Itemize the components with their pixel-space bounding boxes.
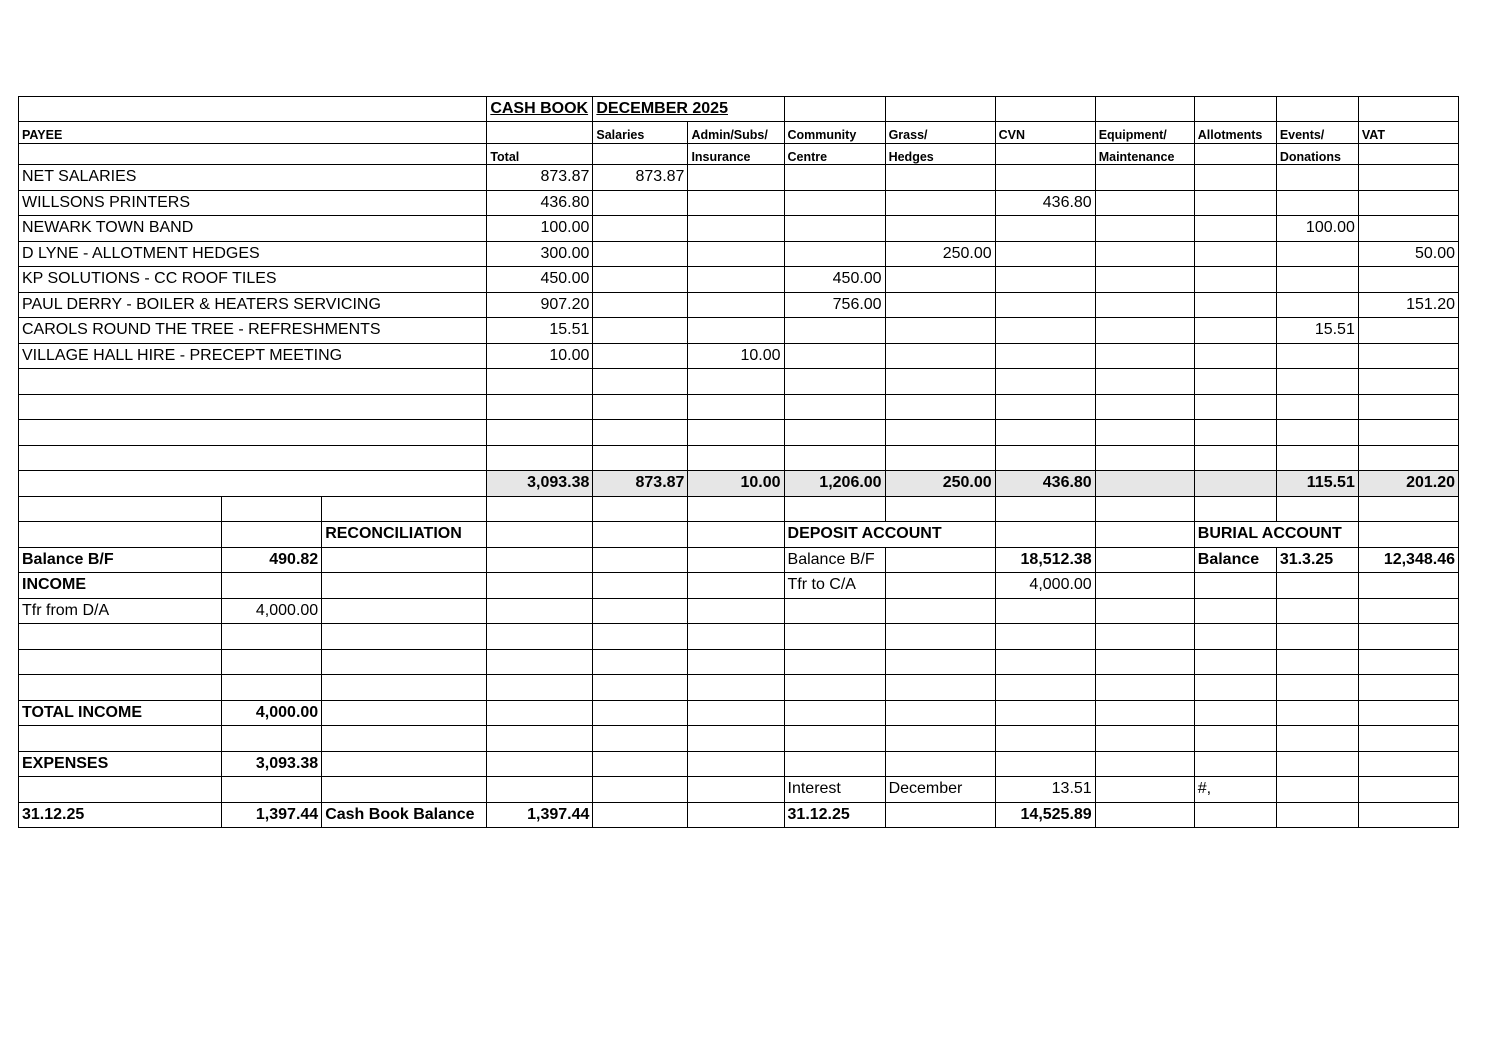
payment-events (1276, 241, 1358, 267)
expenses-value: 3,093.38 (222, 751, 322, 777)
payment-vat (1358, 216, 1458, 242)
payment-equipment (1095, 318, 1194, 344)
payment-total: 907.20 (487, 292, 593, 318)
payment-grass: 250.00 (885, 241, 995, 267)
payee-header: PAYEE (19, 122, 487, 144)
expenses-label: EXPENSES (19, 751, 222, 777)
totals-grass: 250.00 (885, 471, 995, 497)
payment-community (784, 216, 885, 242)
payment-community (784, 190, 885, 216)
burial-balance-value: 12,348.46 (1358, 547, 1458, 573)
events-header-2: Donations (1276, 143, 1358, 165)
events-header: Events/ (1276, 122, 1358, 144)
deposit-balance-bf-value: 18,512.38 (995, 547, 1095, 573)
community-header-2: Centre (784, 143, 885, 165)
period-title: DECEMBER 2025 (593, 97, 784, 122)
deposit-account-heading: DEPOSIT ACCOUNT (784, 522, 995, 548)
deposit-balance-bf-label: Balance B/F (784, 547, 885, 573)
payment-cvn (995, 241, 1095, 267)
payment-row (19, 292, 1459, 318)
payment-total: 100.00 (487, 216, 593, 242)
payment-allotments (1194, 318, 1276, 344)
expenses-row (19, 751, 1459, 777)
payment-events (1276, 190, 1358, 216)
payment-admin (688, 318, 784, 344)
payment-vat: 50.00 (1358, 241, 1458, 267)
payment-salaries (593, 190, 688, 216)
empty-row (19, 726, 1459, 752)
allotments-header: Allotments (1194, 122, 1276, 144)
payment-cvn (995, 267, 1095, 293)
payment-allotments (1194, 343, 1276, 369)
payment-row (19, 165, 1459, 191)
tfr-row (19, 598, 1459, 624)
total-income-value: 4,000.00 (222, 700, 322, 726)
payment-grass (885, 267, 995, 293)
rec-balance-bf-value: 490.82 (222, 547, 322, 573)
payment-vat (1358, 165, 1458, 191)
total-income-label: TOTAL INCOME (19, 700, 222, 726)
payment-vat (1358, 318, 1458, 344)
income-label: INCOME (19, 573, 222, 599)
rec-tfr-label: Tfr from D/A (19, 598, 222, 624)
payment-row (19, 241, 1459, 267)
payment-vat (1358, 267, 1458, 293)
payment-cvn (995, 343, 1095, 369)
empty-row (19, 624, 1459, 650)
payment-grass (885, 318, 995, 344)
payment-admin (688, 216, 784, 242)
payment-total: 436.80 (487, 190, 593, 216)
payment-allotments (1194, 241, 1276, 267)
totals-equipment (1095, 471, 1194, 497)
rec-closing-date: 31.12.25 (19, 802, 222, 828)
payment-vat: 151.20 (1358, 292, 1458, 318)
payment-admin (688, 190, 784, 216)
payment-admin (688, 241, 784, 267)
payment-row (19, 343, 1459, 369)
income-row (19, 573, 1459, 599)
totals-events: 115.51 (1276, 471, 1358, 497)
burial-balance-date: 31.3.25 (1276, 547, 1358, 573)
payment-allotments (1194, 216, 1276, 242)
total-header: Total (487, 143, 593, 165)
admin-header-2: Insurance (688, 143, 784, 165)
burial-balance-label: Balance (1194, 547, 1276, 573)
payment-equipment (1095, 292, 1194, 318)
payment-admin: 10.00 (688, 343, 784, 369)
payment-payee: D LYNE - ALLOTMENT HEDGES (19, 241, 487, 267)
payment-total: 873.87 (487, 165, 593, 191)
balance-bf-row (19, 547, 1459, 573)
empty-row (19, 420, 1459, 446)
payment-payee: KP SOLUTIONS - CC ROOF TILES (19, 267, 487, 293)
interest-value: 13.51 (995, 777, 1095, 803)
payment-payee: PAUL DERRY - BOILER & HEATERS SERVICING (19, 292, 487, 318)
deposit-closing-value: 14,525.89 (995, 802, 1095, 828)
rec-closing-value: 1,397.44 (222, 802, 322, 828)
rec-tfr-value: 4,000.00 (222, 598, 322, 624)
cash-book-table (18, 96, 1459, 828)
header-row-1 (19, 122, 1459, 144)
payment-salaries (593, 267, 688, 293)
payment-salaries: 873.87 (593, 165, 688, 191)
payment-equipment (1095, 165, 1194, 191)
payment-vat (1358, 343, 1458, 369)
totals-allotments (1194, 471, 1276, 497)
payment-events (1276, 292, 1358, 318)
payment-payee: WILLSONS PRINTERS (19, 190, 487, 216)
payment-community (784, 241, 885, 267)
payment-allotments (1194, 165, 1276, 191)
section-headings-row (19, 522, 1459, 548)
payment-equipment (1095, 216, 1194, 242)
empty-row (19, 394, 1459, 420)
total-income-row (19, 700, 1459, 726)
cash-book-balance-label: Cash Book Balance (322, 802, 487, 828)
grass-header: Grass/ (885, 122, 995, 144)
salaries-header: Salaries (593, 122, 688, 144)
reconciliation-heading: RECONCILIATION (322, 522, 487, 548)
closing-row (19, 802, 1459, 828)
payment-cvn: 436.80 (995, 190, 1095, 216)
payment-grass (885, 216, 995, 242)
deposit-closing-date: 31.12.25 (784, 802, 885, 828)
payment-equipment (1095, 343, 1194, 369)
interest-label: Interest (784, 777, 885, 803)
payment-equipment (1095, 267, 1194, 293)
totals-row (19, 471, 1459, 497)
payment-admin (688, 165, 784, 191)
totals-salaries: 873.87 (593, 471, 688, 497)
payment-grass (885, 292, 995, 318)
payment-cvn (995, 318, 1095, 344)
burial-account-heading: BURIAL ACCOUNT (1194, 522, 1358, 548)
payment-events: 100.00 (1276, 216, 1358, 242)
totals-vat: 201.20 (1358, 471, 1458, 497)
payment-row (19, 190, 1459, 216)
payment-total: 450.00 (487, 267, 593, 293)
empty-row (19, 675, 1459, 701)
empty-row (19, 369, 1459, 395)
deposit-tfr-value: 4,000.00 (995, 573, 1095, 599)
empty-row (19, 649, 1459, 675)
payment-total: 10.00 (487, 343, 593, 369)
totals-admin: 10.00 (688, 471, 784, 497)
payment-row (19, 318, 1459, 344)
equipment-header-2: Maintenance (1095, 143, 1194, 165)
interest-row (19, 777, 1459, 803)
payment-salaries (593, 343, 688, 369)
payment-events: 15.51 (1276, 318, 1358, 344)
payment-allotments (1194, 267, 1276, 293)
payment-payee: CAROLS ROUND THE TREE - REFRESHMENTS (19, 318, 487, 344)
payment-row (19, 216, 1459, 242)
payment-events (1276, 165, 1358, 191)
payment-admin (688, 292, 784, 318)
payment-total: 15.51 (487, 318, 593, 344)
totals-cvn: 436.80 (995, 471, 1095, 497)
spacer-row (19, 496, 1459, 522)
grass-header-2: Hedges (885, 143, 995, 165)
totals-community: 1,206.00 (784, 471, 885, 497)
payment-admin (688, 267, 784, 293)
empty-row (19, 445, 1459, 471)
payment-cvn (995, 292, 1095, 318)
payment-vat (1358, 190, 1458, 216)
totals-total: 3,093.38 (487, 471, 593, 497)
admin-header: Admin/Subs/ (688, 122, 784, 144)
payment-cvn (995, 165, 1095, 191)
rec-balance-bf-label: Balance B/F (19, 547, 222, 573)
payment-total: 300.00 (487, 241, 593, 267)
title-row (19, 97, 1459, 122)
payment-row (19, 267, 1459, 293)
payment-equipment (1095, 241, 1194, 267)
payment-community (784, 165, 885, 191)
payment-events (1276, 343, 1358, 369)
payment-allotments (1194, 190, 1276, 216)
payment-community (784, 318, 885, 344)
payment-payee: NEWARK TOWN BAND (19, 216, 487, 242)
payment-grass (885, 343, 995, 369)
payment-equipment (1095, 190, 1194, 216)
burial-error-cell: #, (1194, 777, 1276, 803)
payment-allotments (1194, 292, 1276, 318)
cvn-header: CVN (995, 122, 1095, 144)
payment-payee: VILLAGE HALL HIRE - PRECEPT MEETING (19, 343, 487, 369)
payment-grass (885, 165, 995, 191)
payment-community: 450.00 (784, 267, 885, 293)
interest-month: December (885, 777, 995, 803)
community-header: Community (784, 122, 885, 144)
payment-grass (885, 190, 995, 216)
payment-salaries (593, 318, 688, 344)
cash-book-title: CASH BOOK (487, 97, 593, 122)
payment-salaries (593, 241, 688, 267)
payment-salaries (593, 216, 688, 242)
vat-header: VAT (1358, 122, 1458, 144)
payment-cvn (995, 216, 1095, 242)
cash-book-balance-value: 1,397.44 (487, 802, 593, 828)
payment-salaries (593, 292, 688, 318)
payment-events (1276, 267, 1358, 293)
payment-payee: NET SALARIES (19, 165, 487, 191)
equipment-header: Equipment/ (1095, 122, 1194, 144)
header-row-2 (19, 143, 1459, 165)
payment-community: 756.00 (784, 292, 885, 318)
deposit-tfr-label: Tfr to C/A (784, 573, 885, 599)
payment-community (784, 343, 885, 369)
